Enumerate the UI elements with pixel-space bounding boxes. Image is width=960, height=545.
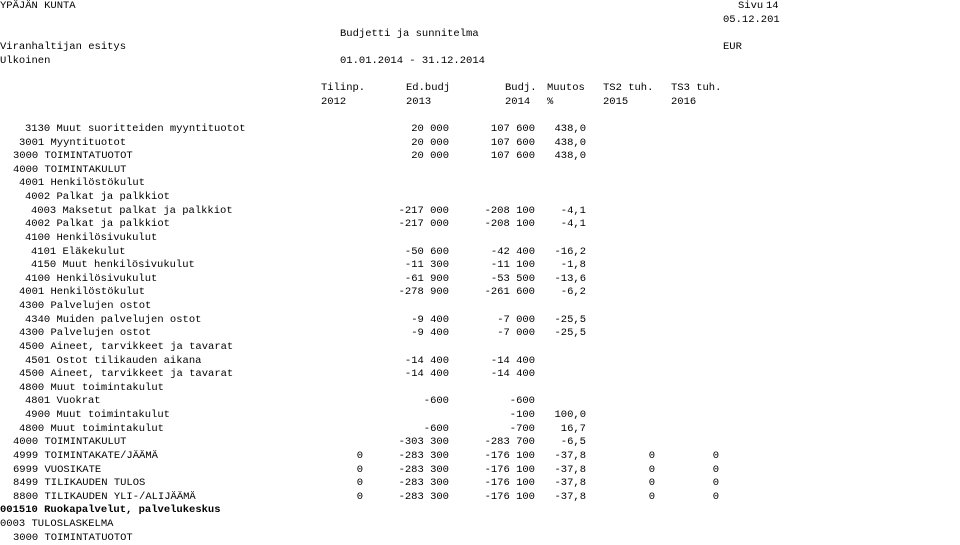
table-cell-c5: 0 xyxy=(648,491,655,503)
table-row-label: 4003 Maksetut palkat ja palkkiot xyxy=(31,205,233,217)
table-cell-c4: -4,1 xyxy=(560,218,586,230)
table-cell-c5: 0 xyxy=(648,477,655,489)
organization-name: YPÄJÄN KUNTA xyxy=(0,0,76,12)
page-label: Sivu xyxy=(738,0,764,12)
column-header-ts2-year: 2015 xyxy=(603,96,629,108)
currency-label: EUR xyxy=(723,41,742,53)
table-row-label: 4500 Aineet, tarvikkeet ja tavarat xyxy=(19,368,234,380)
table-cell-c2: -11 300 xyxy=(404,259,449,271)
table-cell-c4: 438,0 xyxy=(554,150,586,162)
table-cell-c6: 0 xyxy=(712,464,719,476)
table-row-label: 4001 Henkilöstökulut xyxy=(19,177,146,189)
table-row-label: 0003 TULOSLASKELMA xyxy=(0,518,114,530)
table-row-label: 4101 Eläkekulut xyxy=(31,246,126,258)
table-cell-c2: -217 000 xyxy=(398,218,449,230)
table-row-label: 4300 Palvelujen ostot xyxy=(19,327,152,339)
column-header-ts2: TS2 tuh. xyxy=(603,82,654,94)
table-row-label: 4500 Aineet, tarvikkeet ja tavarat xyxy=(19,341,234,353)
table-cell-c1: 0 xyxy=(356,477,363,489)
table-row-label: 4000 TOIMINTAKULUT xyxy=(13,436,127,448)
table-cell-c2: -9 400 xyxy=(411,314,449,326)
table-cell-c2: -14 400 xyxy=(404,355,449,367)
table-cell-c3: -42 400 xyxy=(490,246,535,258)
page-number: 14 xyxy=(766,0,779,12)
table-cell-c6: 0 xyxy=(712,491,719,503)
table-row-label: 4800 Muut toimintakulut xyxy=(19,423,164,435)
table-cell-c4: -4,1 xyxy=(560,205,586,217)
table-cell-c1: 0 xyxy=(356,450,363,462)
table-cell-c3: -208 100 xyxy=(484,205,535,217)
table-cell-c2: 20 000 xyxy=(411,150,449,162)
table-cell-c3: -7 000 xyxy=(497,327,535,339)
table-row-label: 6999 VUOSIKATE xyxy=(13,464,102,476)
table-cell-c3: -100 xyxy=(509,409,535,421)
report-scope: Ulkoinen xyxy=(0,55,51,67)
table-cell-c2: -283 300 xyxy=(398,464,449,476)
table-cell-c3: -700 xyxy=(509,423,535,435)
column-header-actual-2012: Tilinp. xyxy=(321,82,366,94)
table-cell-c4: -6,5 xyxy=(560,436,586,448)
table-row-label: 4900 Muut toimintakulut xyxy=(25,409,170,421)
table-cell-c3: 107 600 xyxy=(490,123,535,135)
column-header-actual-year: 2012 xyxy=(321,96,347,108)
table-cell-c3: -176 100 xyxy=(484,464,535,476)
table-cell-c3: -14 400 xyxy=(490,368,535,380)
table-cell-c3: -283 700 xyxy=(484,436,535,448)
table-cell-c2: -61 900 xyxy=(404,273,449,285)
table-row-label: 8800 TILIKAUDEN YLI-/ALIJÄÄMÄ xyxy=(13,491,196,503)
table-row-label: 4801 Vuokrat xyxy=(25,395,101,407)
table-cell-c4: 438,0 xyxy=(554,123,586,135)
table-cell-c3: 107 600 xyxy=(490,150,535,162)
table-cell-c4: -16,2 xyxy=(554,246,586,258)
table-cell-c3: -14 400 xyxy=(490,355,535,367)
table-cell-c5: 0 xyxy=(648,450,655,462)
column-header-change: Muutos xyxy=(547,82,585,94)
table-cell-c2: -278 900 xyxy=(398,286,449,298)
table-row-label: 4001 Henkilöstökulut xyxy=(19,286,146,298)
table-cell-c3: -208 100 xyxy=(484,218,535,230)
table-cell-c4: 100,0 xyxy=(554,409,586,421)
table-row-label: 4002 Palkat ja palkkiot xyxy=(25,191,170,203)
table-cell-c4: -37,8 xyxy=(554,464,586,476)
table-cell-c3: -176 100 xyxy=(484,491,535,503)
table-cell-c5: 0 xyxy=(648,464,655,476)
table-cell-c4: -37,8 xyxy=(554,491,586,503)
report-title: Budjetti ja sunnitelma xyxy=(340,28,479,40)
table-cell-c4: -25,5 xyxy=(554,314,586,326)
table-cell-c1: 0 xyxy=(356,491,363,503)
table-cell-c3: -11 100 xyxy=(490,259,535,271)
table-row-label: 4100 Henkilösivukulut xyxy=(25,273,158,285)
table-cell-c2: -9 400 xyxy=(411,327,449,339)
table-row-label: 4150 Muut henkilösivukulut xyxy=(31,259,195,271)
table-row-label: 4999 TOIMINTAKATE/JÄÄMÄ xyxy=(13,450,158,462)
table-row-label: 4501 Ostot tilikauden aikana xyxy=(25,355,202,367)
table-cell-c2: -50 600 xyxy=(404,246,449,258)
table-cell-c6: 0 xyxy=(712,450,719,462)
column-header-ts3-year: 2016 xyxy=(671,96,697,108)
table-cell-c3: -53 500 xyxy=(490,273,535,285)
report-version: Viranhaltijan esitys xyxy=(0,41,127,53)
table-cell-c2: 20 000 xyxy=(411,123,449,135)
table-cell-c2: 20 000 xyxy=(411,137,449,149)
table-cell-c2: -283 300 xyxy=(398,450,449,462)
table-cell-c2: -600 xyxy=(423,423,449,435)
column-header-budget-year: 2014 xyxy=(505,96,531,108)
table-cell-c2: -14 400 xyxy=(404,368,449,380)
table-cell-c6: 0 xyxy=(712,477,719,489)
table-row-label: 4800 Muut toimintakulut xyxy=(19,382,164,394)
table-row-label: 3130 Muut suoritteiden myyntituotot xyxy=(25,123,246,135)
table-row-label: 4340 Muiden palvelujen ostot xyxy=(25,314,202,326)
table-row-label: 4300 Palvelujen ostot xyxy=(19,300,152,312)
table-cell-c3: -600 xyxy=(509,395,535,407)
table-cell-c4: -1,8 xyxy=(560,259,586,271)
table-row-label: 3000 TOIMINTATUOTOT xyxy=(13,532,133,544)
table-cell-c2: -217 000 xyxy=(398,205,449,217)
table-row-label: 4002 Palkat ja palkkiot xyxy=(25,218,170,230)
table-cell-c4: 438,0 xyxy=(554,137,586,149)
table-cell-c4: -37,8 xyxy=(554,450,586,462)
table-cell-c4: 16,7 xyxy=(560,423,586,435)
column-header-change-unit: % xyxy=(547,96,554,108)
table-cell-c2: -283 300 xyxy=(398,477,449,489)
table-cell-c2: -283 300 xyxy=(398,491,449,503)
table-row-label: 3001 Myyntituotot xyxy=(19,137,127,149)
table-row-label: 8499 TILIKAUDEN TULOS xyxy=(13,477,146,489)
column-header-prev-budget: Ed.budj xyxy=(406,82,451,94)
table-cell-c4: -25,5 xyxy=(554,327,586,339)
table-row-label: 4100 Henkilösivukulut xyxy=(25,232,158,244)
table-cell-c3: -176 100 xyxy=(484,450,535,462)
table-cell-c3: -176 100 xyxy=(484,477,535,489)
table-row-label: 4000 TOIMINTAKULUT xyxy=(13,164,127,176)
table-cell-c4: -37,8 xyxy=(554,477,586,489)
column-header-ts3: TS3 tuh. xyxy=(671,82,722,94)
table-cell-c3: -261 600 xyxy=(484,286,535,298)
table-cell-c2: -303 300 xyxy=(398,436,449,448)
column-header-budget: Budj. xyxy=(505,82,537,94)
table-cell-c4: -6,2 xyxy=(560,286,586,298)
table-cell-c3: -7 000 xyxy=(497,314,535,326)
table-row-label: 3000 TOIMINTATUOTOT xyxy=(13,150,133,162)
table-cell-c4: -13,6 xyxy=(554,273,586,285)
column-header-prev-budget-year: 2013 xyxy=(406,96,432,108)
report-date: 05.12.201 xyxy=(723,14,780,26)
table-cell-c2: -600 xyxy=(423,395,449,407)
report-period: 01.01.2014 - 31.12.2014 xyxy=(340,55,485,67)
table-cell-c3: 107 600 xyxy=(490,137,535,149)
table-row-label: 001510 Ruokapalvelut, palvelukeskus xyxy=(0,504,221,516)
table-cell-c1: 0 xyxy=(356,464,363,476)
